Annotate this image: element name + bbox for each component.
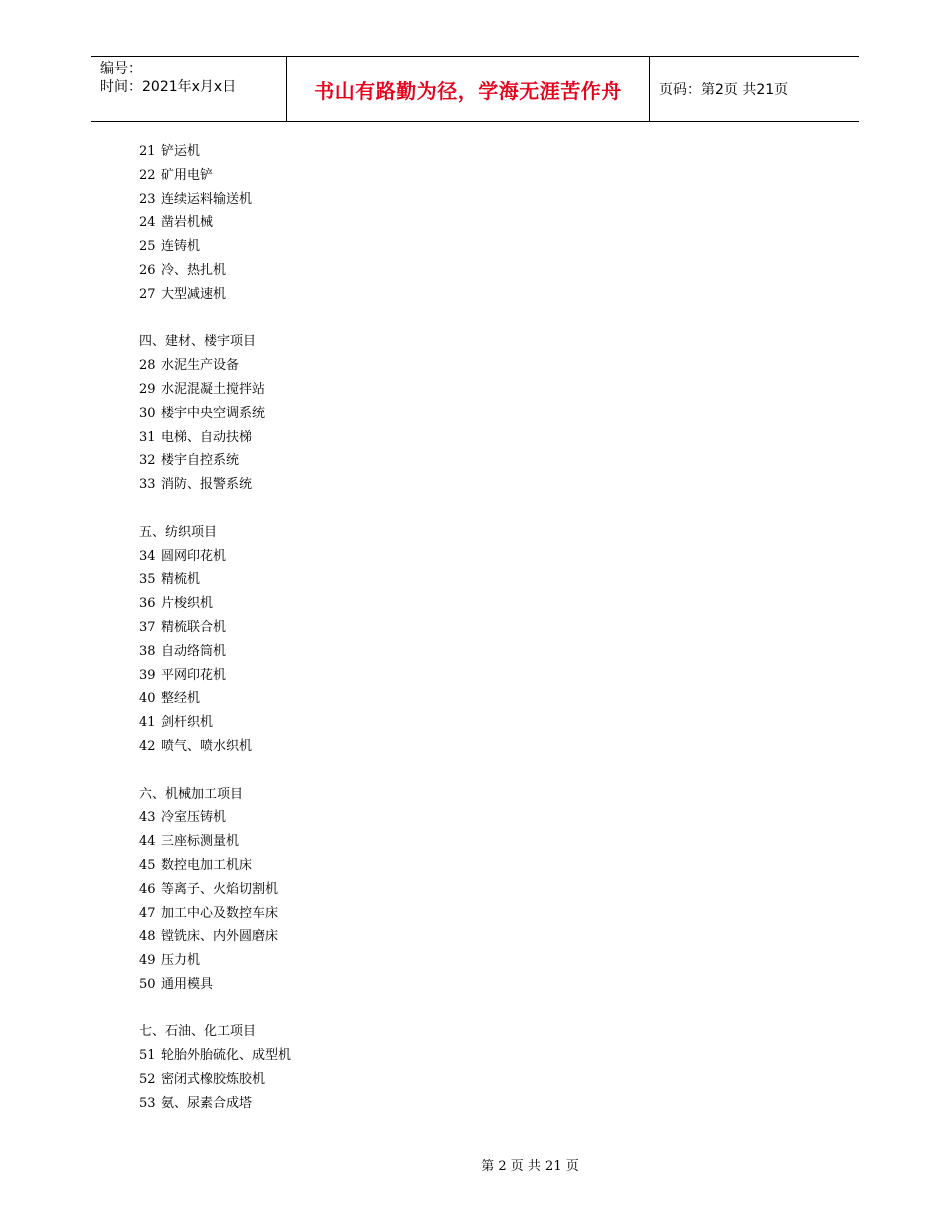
item-text: 片梭织机 xyxy=(161,596,214,612)
list-item xyxy=(139,806,739,830)
list-item xyxy=(139,235,739,259)
item-number: 27 xyxy=(139,286,156,302)
item-number: 49 xyxy=(139,953,156,969)
item-number: 43 xyxy=(139,810,156,826)
item-text: 喷气、喷水织机 xyxy=(161,738,253,754)
item-text: 轮胎外胎硫化、成型机 xyxy=(161,1048,292,1064)
item-number: 22 xyxy=(139,167,156,183)
item-number: 47 xyxy=(139,905,156,921)
item-number: 40 xyxy=(139,691,156,707)
list-item xyxy=(139,878,739,902)
list-item xyxy=(139,545,739,569)
item-number: 37 xyxy=(139,619,156,635)
item-text: 通用模具 xyxy=(161,976,214,992)
item-text: 水泥混凝土搅拌站 xyxy=(161,381,266,397)
item-number: 35 xyxy=(139,572,156,588)
list-item xyxy=(139,854,739,878)
item-text: 楼宇自控系统 xyxy=(161,453,240,469)
list-item xyxy=(139,902,739,926)
item-number: 24 xyxy=(139,215,156,231)
item-number: 33 xyxy=(139,477,156,493)
item-text: 冷、热扎机 xyxy=(161,262,227,278)
item-text: 压力机 xyxy=(161,953,201,969)
item-number: 34 xyxy=(139,548,156,564)
item-text: 消防、报警系统 xyxy=(161,477,253,493)
item-number: 26 xyxy=(139,262,156,278)
item-number: 41 xyxy=(139,715,156,731)
list-item xyxy=(139,473,739,497)
item-number: 50 xyxy=(139,976,156,992)
list-item xyxy=(139,1044,739,1068)
item-text: 连铸机 xyxy=(161,239,201,255)
list-item xyxy=(139,402,739,426)
list-item xyxy=(139,711,739,735)
list-item xyxy=(139,664,739,688)
item-number: 46 xyxy=(139,881,156,897)
list-item xyxy=(139,640,739,664)
item-number: 31 xyxy=(139,429,156,445)
item-text: 剑杆织机 xyxy=(161,715,214,731)
item-text: 精梳机 xyxy=(161,572,201,588)
motto: 书山有路勤为径，学海无涯苦作舟 xyxy=(287,57,650,121)
list-item xyxy=(139,616,739,640)
serial-label: 编号： xyxy=(100,61,142,77)
item-text: 密闭式橡胶炼胶机 xyxy=(161,1072,266,1088)
item-number: 48 xyxy=(139,929,156,945)
item-number: 44 xyxy=(139,834,156,850)
item-number: 39 xyxy=(139,667,156,683)
item-text: 大型减速机 xyxy=(161,286,227,302)
item-number: 21 xyxy=(139,144,156,159)
list-item xyxy=(139,687,739,711)
item-text: 冷室压铸机 xyxy=(161,810,227,826)
section-group xyxy=(139,140,739,307)
page-indicator: 页码：第2页 共21页 xyxy=(659,82,789,98)
item-text: 凿岩机械 xyxy=(161,215,214,231)
list-item xyxy=(139,1068,739,1092)
item-number: 25 xyxy=(139,239,156,255)
list-item xyxy=(139,426,739,450)
item-text: 三座标测量机 xyxy=(161,834,240,850)
item-number: 36 xyxy=(139,596,156,612)
list-item xyxy=(139,949,739,973)
list-item xyxy=(139,283,739,307)
item-text: 铲运机 xyxy=(161,144,201,159)
section-group xyxy=(139,330,739,497)
item-number: 28 xyxy=(139,358,156,374)
section-heading: 五、纺织项目 xyxy=(139,524,218,540)
item-text: 自动络筒机 xyxy=(161,643,227,659)
item-number: 29 xyxy=(139,381,156,397)
item-text: 数控电加工机床 xyxy=(161,857,253,873)
list-item xyxy=(139,568,739,592)
item-number: 30 xyxy=(139,405,156,421)
item-number: 32 xyxy=(139,453,156,469)
item-number: 52 xyxy=(139,1072,156,1088)
item-text: 矿用电铲 xyxy=(161,167,214,183)
item-text: 加工中心及数控车床 xyxy=(161,905,279,921)
page-header xyxy=(91,56,859,122)
list-item xyxy=(139,354,739,378)
item-text: 水泥生产设备 xyxy=(161,358,240,374)
section-group xyxy=(139,521,739,759)
item-number: 42 xyxy=(139,738,156,754)
item-text: 精梳联合机 xyxy=(161,619,227,635)
header-info-cell xyxy=(91,57,287,121)
item-text: 等离子、火焰切割机 xyxy=(161,881,279,897)
item-text: 整经机 xyxy=(161,691,201,707)
item-text: 电梯、自动扶梯 xyxy=(161,429,253,445)
list-item xyxy=(139,592,739,616)
item-text: 平网印花机 xyxy=(161,667,227,683)
item-number: 53 xyxy=(139,1095,156,1111)
item-text: 楼宇中央空调系统 xyxy=(161,405,266,421)
item-text: 圆网印花机 xyxy=(161,548,227,564)
item-number: 45 xyxy=(139,857,156,873)
section-group xyxy=(139,783,739,997)
section-heading: 七、石油、化工项目 xyxy=(139,1024,257,1040)
item-number: 51 xyxy=(139,1048,156,1064)
section-group xyxy=(139,1020,739,1115)
item-text: 镗铣床、内外圆磨床 xyxy=(161,929,279,945)
item-text: 连续运料输送机 xyxy=(161,191,253,207)
item-number: 38 xyxy=(139,643,156,659)
equipment-list xyxy=(139,140,739,1139)
section-heading: 四、建材、楼宇项目 xyxy=(139,334,257,350)
list-item xyxy=(139,211,739,235)
list-item xyxy=(139,925,739,949)
list-item xyxy=(139,735,739,759)
list-item xyxy=(139,449,739,473)
list-item xyxy=(139,259,739,283)
list-item xyxy=(139,973,739,997)
list-item xyxy=(139,140,739,164)
time-label: 时间：2021年x月x日 xyxy=(100,79,237,95)
list-item xyxy=(139,378,739,402)
item-number: 23 xyxy=(139,191,156,207)
list-item xyxy=(139,830,739,854)
list-item xyxy=(139,164,739,188)
item-text: 氨、尿素合成塔 xyxy=(161,1095,253,1111)
section-heading: 六、机械加工项目 xyxy=(139,786,244,802)
list-item xyxy=(139,1092,739,1116)
page-footer: 第 2 页 共 21 页 xyxy=(481,1159,579,1174)
list-item xyxy=(139,188,739,212)
